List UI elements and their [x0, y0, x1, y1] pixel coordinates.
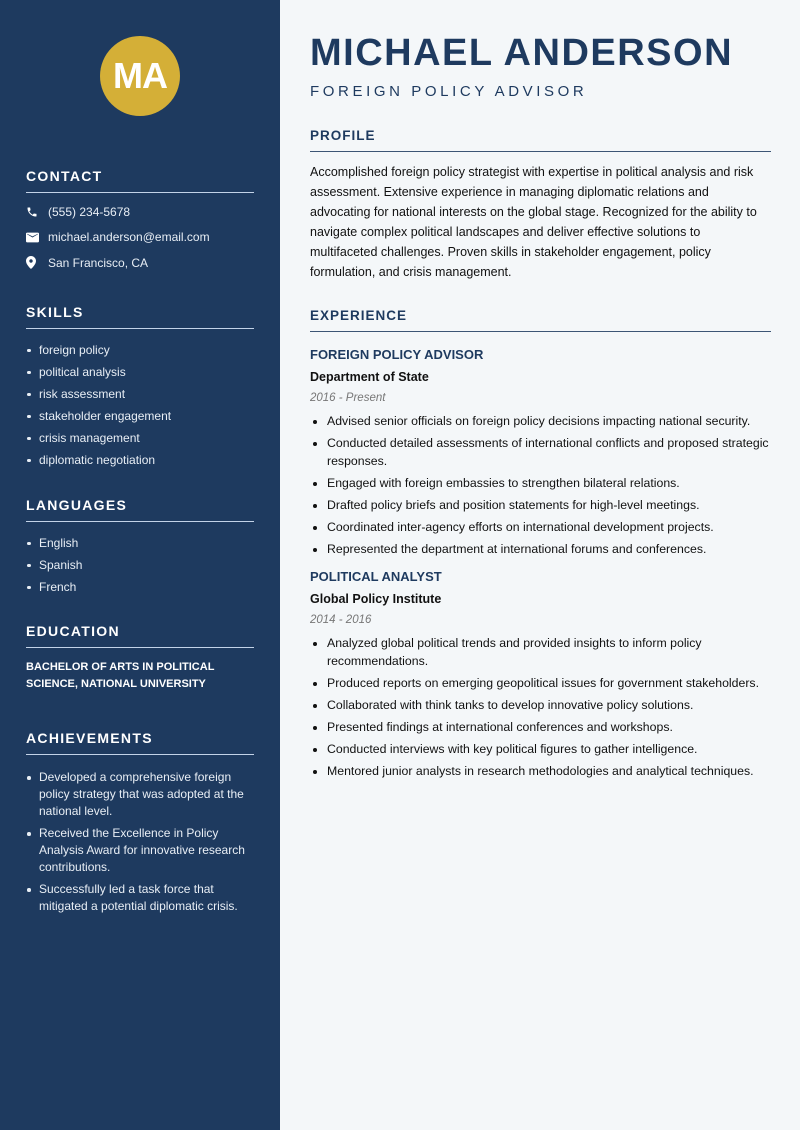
job-bullet: Conducted detailed assessments of international conflicts and proposed strategic responses.	[310, 435, 771, 470]
job-bullet: Drafted policy briefs and position statements for high-level meetings.	[310, 497, 771, 515]
profile-section	[310, 128, 771, 282]
experience-heading: EXPERIENCE	[310, 308, 771, 332]
contact-phone-text: (555) 234-5678	[48, 204, 131, 219]
contact-email-text: michael.anderson@email.com	[48, 230, 210, 245]
job-bullet: Presented findings at international conferences and workshops.	[310, 719, 771, 737]
job-dates: 2016 - Present	[310, 392, 386, 404]
job-organization: Department of State	[310, 370, 429, 384]
skill-item: diplomatic negotiation	[26, 449, 254, 471]
achievement-item: Developed a comprehensive foreign policy strategy that was adopted at the national level.	[26, 769, 254, 820]
job-bullet: Engaged with foreign embassies to strengthen bilateral relations.	[310, 475, 771, 493]
profile-text: Accomplished foreign policy strategist with expertise in political analysis and risk assessment. Extensive experience in managing diplomatic relations and advocating for national interests on the global stage. Recognized for the ability to navigate complex political landscapes and deliver effective solutions to multifaceted challenges. Proven skills in stakeholder engagement, policy formulation, and crisis management.	[310, 165, 757, 279]
job-bullet: Analyzed global political trends and provided insights to inform policy recommendations.	[310, 635, 771, 670]
job-bullet: Conducted interviews with key political figures to gather intelligence.	[310, 741, 771, 759]
job-bullet: Collaborated with think tanks to develop innovative policy solutions.	[310, 697, 771, 715]
candidate-name: MICHAEL ANDERSON	[310, 32, 734, 74]
languages-heading: LANGUAGES	[26, 497, 254, 522]
phone-icon	[26, 206, 48, 218]
job-bullet: Represented the department at international forums and conferences.	[310, 541, 771, 559]
contact-email	[26, 225, 254, 251]
job-bullet: Advised senior officials on foreign policy decisions impacting national security.	[310, 413, 771, 431]
skill-item: stakeholder engagement	[26, 405, 254, 427]
skill-item: foreign policy	[26, 339, 254, 361]
job-entry	[310, 344, 771, 558]
contact-location	[26, 250, 254, 276]
language-item: English	[26, 532, 254, 554]
skill-item: political analysis	[26, 361, 254, 383]
contact-section	[26, 168, 254, 276]
education-heading: EDUCATION	[26, 623, 254, 648]
language-item: French	[26, 576, 254, 598]
achievements-section	[26, 730, 254, 920]
job-bullet: Produced reports on emerging geopolitical issues for government stakeholders.	[310, 675, 771, 693]
job-dates: 2014 - 2016	[310, 614, 372, 627]
contact-phone	[26, 199, 254, 225]
job-title: FOREIGN POLICY ADVISOR	[310, 347, 484, 362]
education-section	[26, 623, 254, 693]
avatar-initials: MA	[113, 55, 167, 96]
contact-heading: CONTACT	[26, 168, 254, 193]
avatar	[100, 36, 180, 116]
achievements-heading: ACHIEVEMENTS	[26, 730, 254, 755]
email-icon	[26, 232, 48, 243]
contact-location-text: San Francisco, CA	[48, 255, 149, 270]
experience-section	[310, 308, 771, 786]
skills-section	[26, 304, 254, 471]
job-title: POLITICAL ANALYST	[310, 569, 442, 585]
language-item: Spanish	[26, 554, 254, 576]
job-organization: Global Policy Institute	[310, 592, 442, 607]
job-bullet: Coordinated inter-agency efforts on international development projects.	[310, 519, 771, 537]
languages-section	[26, 497, 254, 598]
job-bullet: Mentored junior analysts in research methodologies and analytical techniques.	[310, 763, 771, 781]
education-degree: BACHELOR OF ARTS IN POLITICAL SCIENCE, NATIONAL UNIVERSITY	[26, 661, 215, 690]
job-entry	[310, 566, 771, 780]
achievement-item: Received the Excellence in Policy Analysis Award for innovative research contributions.	[26, 825, 254, 876]
achievement-item: Successfully led a task force that mitigated a potential diplomatic crisis.	[26, 881, 254, 915]
location-pin-icon	[26, 256, 48, 269]
skill-item: crisis management	[26, 427, 254, 449]
skills-heading: SKILLS	[26, 304, 254, 329]
skill-item: risk assessment	[26, 383, 254, 405]
candidate-title: FOREIGN POLICY ADVISOR	[310, 83, 588, 100]
profile-heading: PROFILE	[310, 128, 771, 152]
sidebar	[0, 0, 280, 1130]
